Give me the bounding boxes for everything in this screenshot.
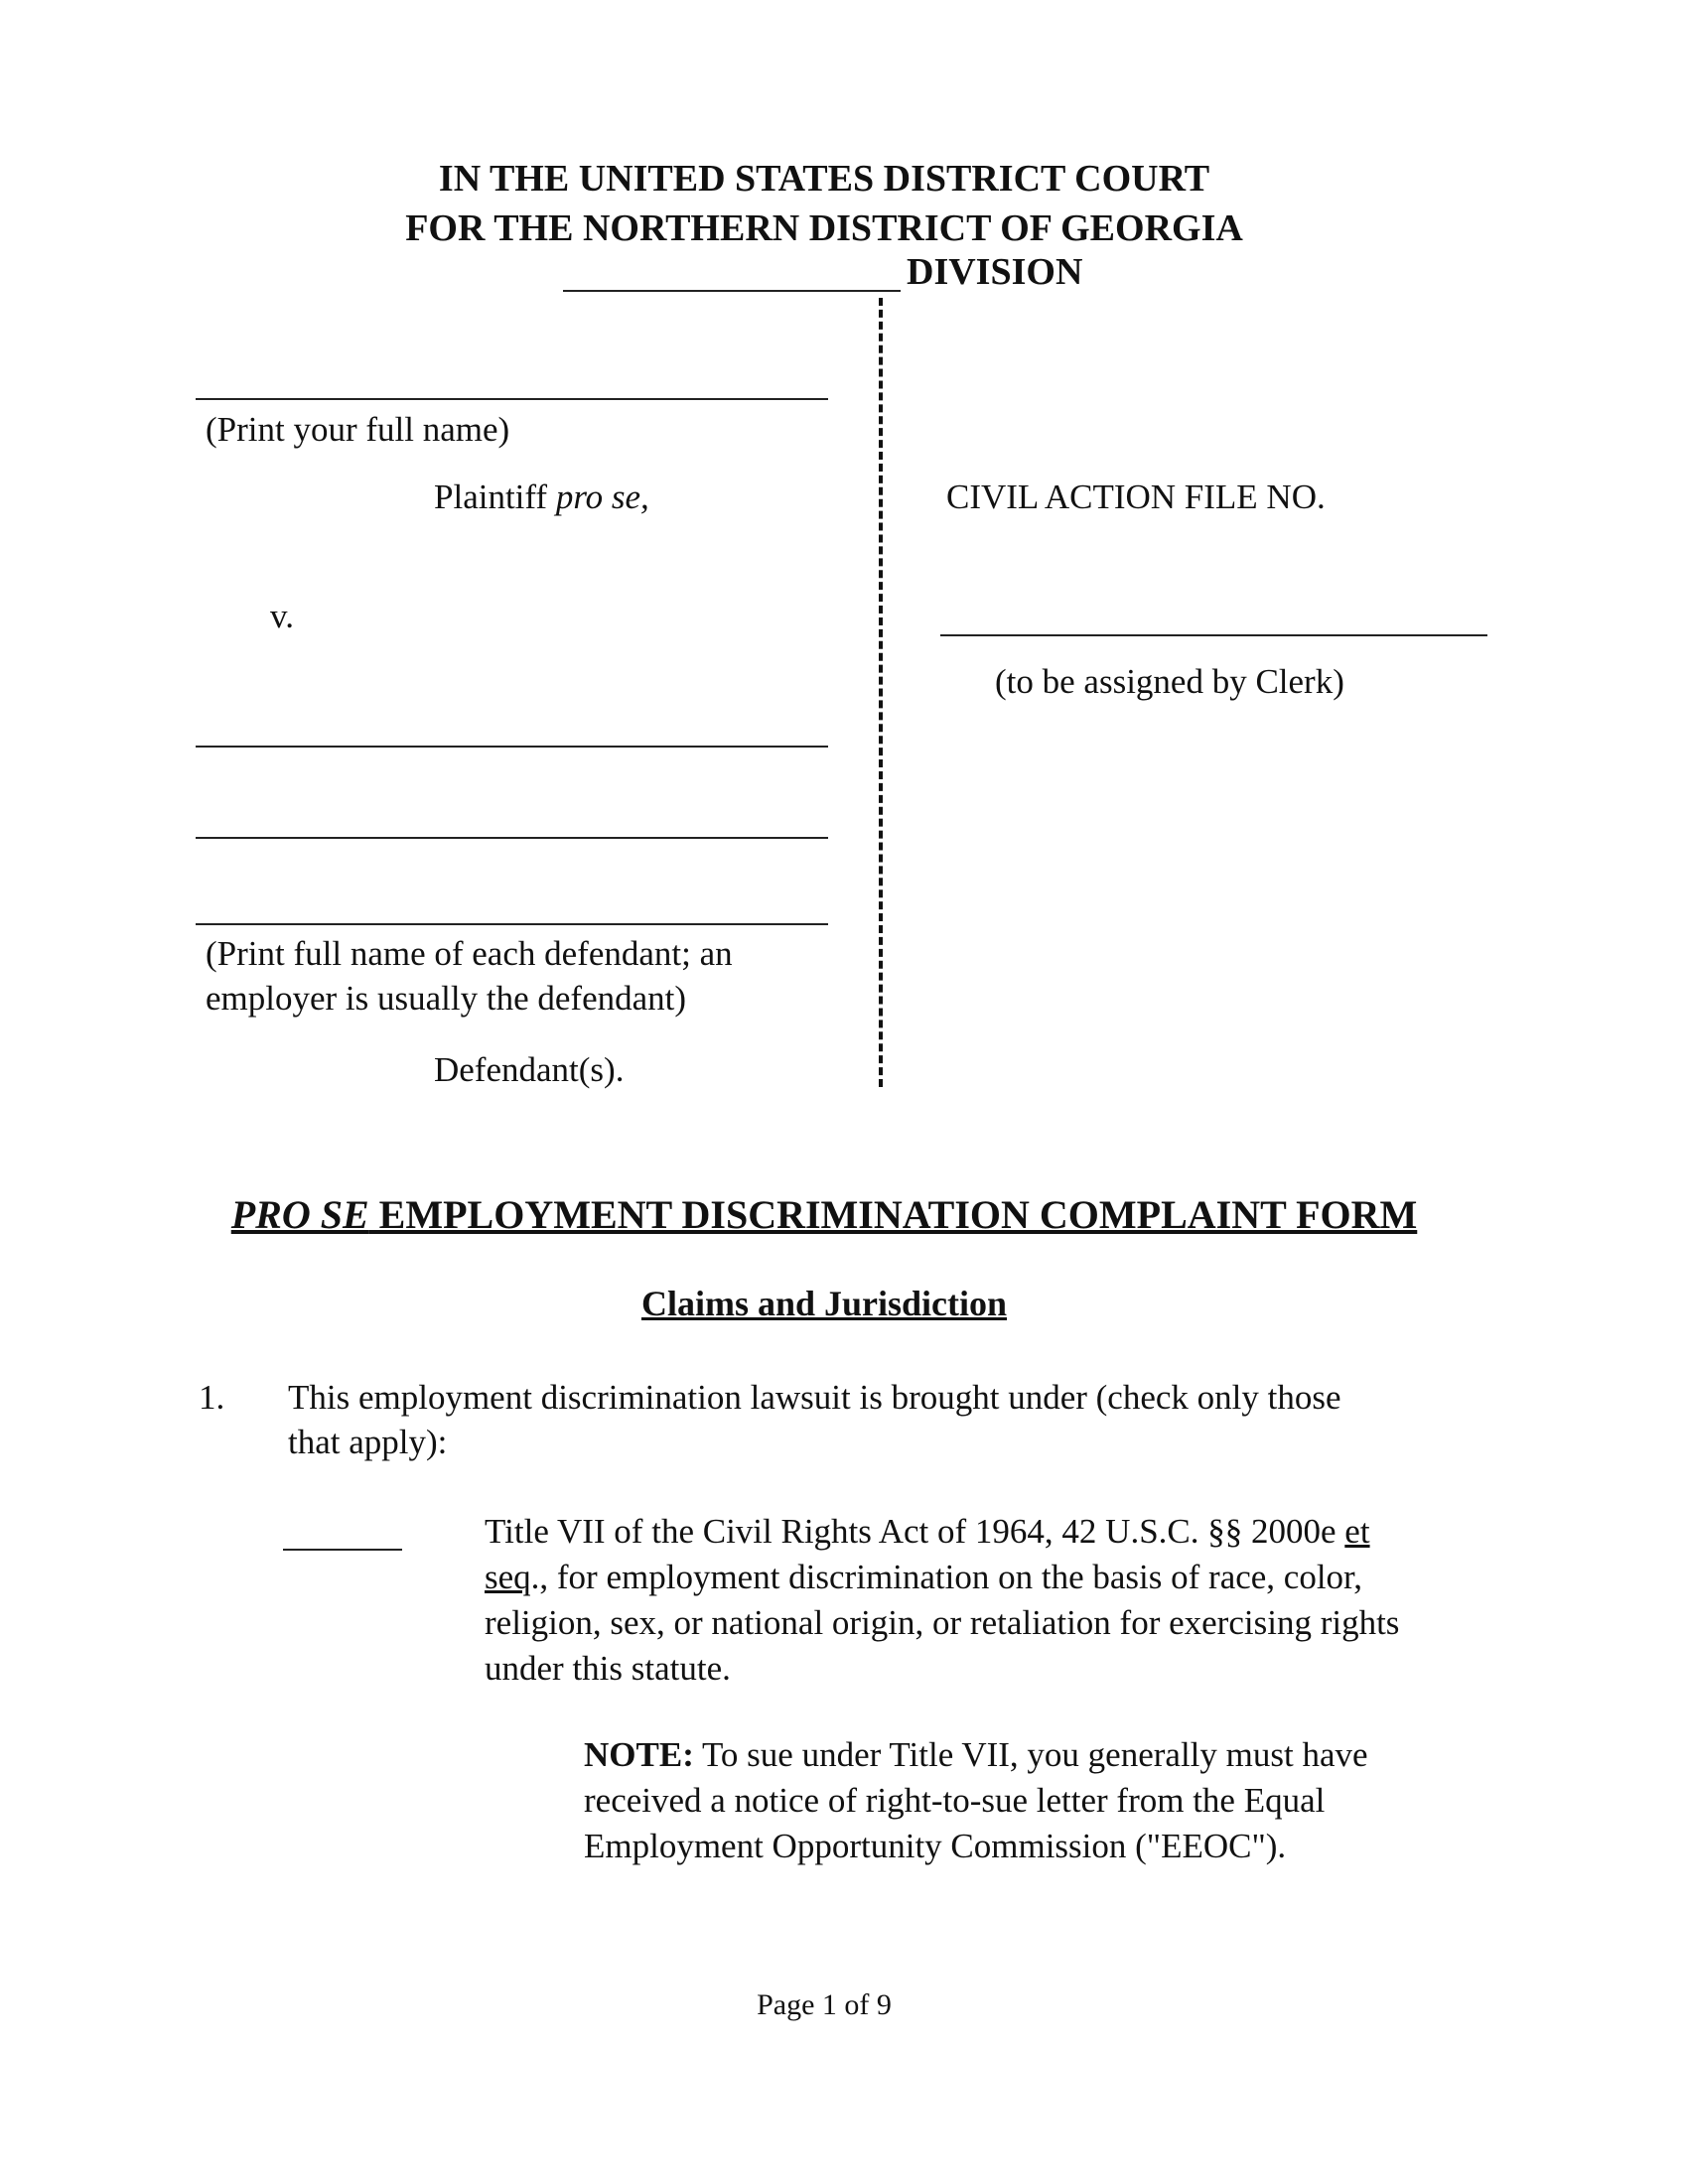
civil-action-label: CIVIL ACTION FILE NO. xyxy=(946,478,1326,516)
plaintiff-pro-se: pro se, xyxy=(555,478,649,516)
title-vii-check-line[interactable] xyxy=(283,1549,402,1551)
title-vii-line2 xyxy=(485,1555,1362,1599)
plaintiff-instruction: (Print your full name) xyxy=(206,410,510,449)
court-name-line1: IN THE UNITED STATES DISTRICT COURT xyxy=(438,158,1210,200)
defendant-name-line-1[interactable] xyxy=(196,746,828,748)
item-number: 1. xyxy=(199,1378,225,1417)
defendant-instruction-line1: (Print full name of each defendant; an xyxy=(206,934,733,973)
court-name-line2: FOR THE NORTHERN DISTRICT OF GEORGIA xyxy=(405,207,1243,249)
title-vii-line1 xyxy=(485,1509,1370,1554)
note-line1 xyxy=(584,1732,1368,1777)
plaintiff-name-line[interactable] xyxy=(196,398,828,400)
defendant-name-line-2[interactable] xyxy=(196,837,828,839)
plaintiff-label xyxy=(434,475,649,519)
caption-divider xyxy=(879,298,883,1087)
division-label: DIVISION xyxy=(907,251,1083,293)
form-title-pro-se: PRO SE xyxy=(230,1192,369,1237)
section-heading: Claims and Jurisdiction xyxy=(640,1284,1008,1323)
page-number: Page 1 of 9 xyxy=(757,1988,892,2021)
defendant-instruction-line2: employer is usually the defendant) xyxy=(206,979,687,1018)
versus: v. xyxy=(270,597,294,635)
form-title xyxy=(0,1191,1648,1238)
clerk-note: (to be assigned by Clerk) xyxy=(995,662,1344,701)
note-line3: Employment Opportunity Commission ("EEOC"). xyxy=(584,1827,1287,1865)
item-text-line1: This employment discrimination lawsuit is brought under (check only those xyxy=(288,1378,1341,1417)
form-title-rest: EMPLOYMENT DISCRIMINATION COMPLAINT FORM xyxy=(368,1192,1418,1237)
note-label: NOTE: xyxy=(584,1735,694,1774)
title-vii-line3: religion, sex, or national origin, or retaliation for exercising rights xyxy=(485,1603,1400,1642)
item-text-line2: that apply): xyxy=(288,1423,448,1461)
defendant-name-line-3[interactable] xyxy=(196,923,828,925)
plaintiff-label-text: Plaintiff xyxy=(434,478,548,516)
title-vii-line2-rest: ., for employment discrimination on the basis of race, color, xyxy=(530,1558,1363,1596)
title-vii-et: et xyxy=(1344,1512,1370,1551)
civil-action-number-line[interactable] xyxy=(940,634,1487,636)
note-line1-rest: To sue under Title VII, you generally must have xyxy=(693,1735,1368,1774)
title-vii-prefix: Title VII of the Civil Rights Act of 1964, 42 U.S.C. §§ 2000e xyxy=(485,1512,1345,1551)
title-vii-seq: seq xyxy=(485,1558,531,1596)
division-blank-line[interactable] xyxy=(563,290,901,292)
note-line2: received a notice of right-to-sue letter from the Equal xyxy=(584,1781,1326,1820)
defendant-label: Defendant(s). xyxy=(434,1050,625,1089)
title-vii-line4: under this statute. xyxy=(485,1649,731,1688)
